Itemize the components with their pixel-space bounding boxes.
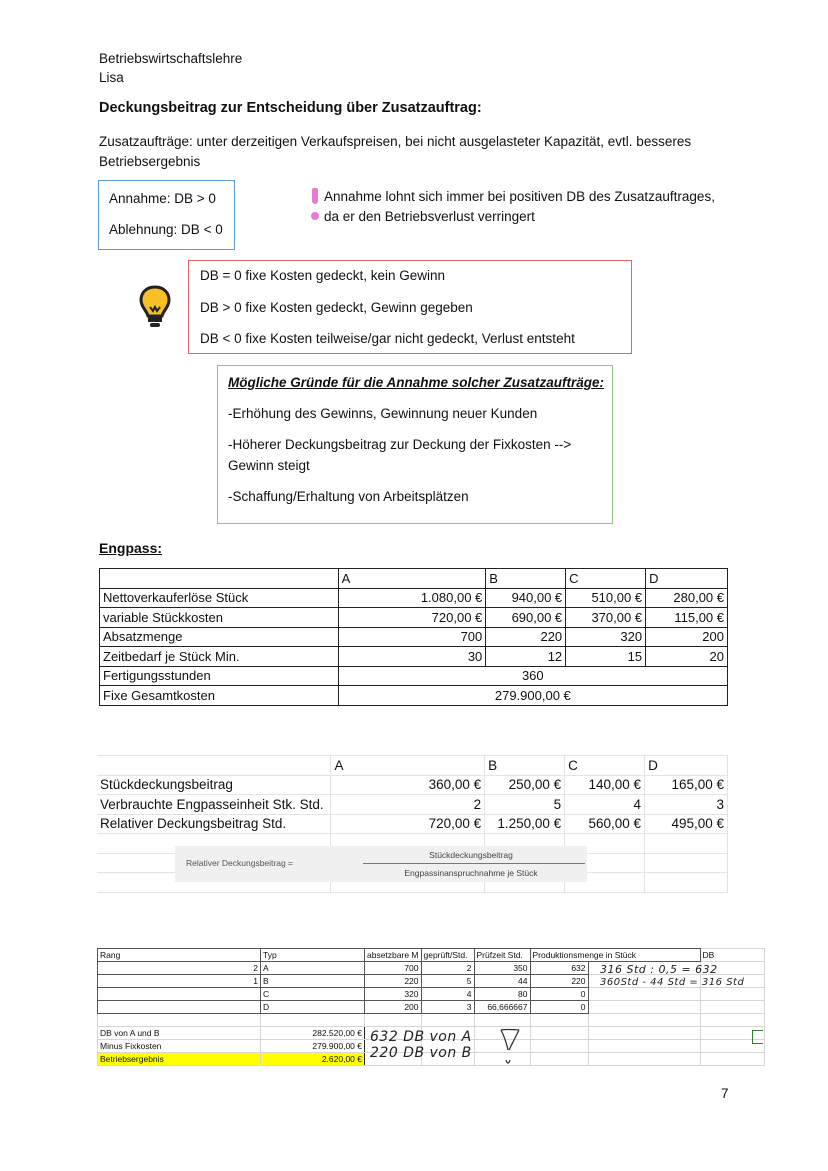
formula-label: Relativer Deckungsbeitrag =	[186, 858, 294, 868]
cell-selection-marker-icon	[752, 1030, 763, 1044]
column-header: absetzbare M	[365, 949, 422, 962]
table-cell: 200	[646, 627, 728, 647]
reject-rule: Ablehnung: DB < 0	[109, 222, 223, 237]
table-row	[100, 588, 728, 608]
table-cell: 3	[645, 795, 728, 815]
header-author: Lisa	[99, 70, 124, 85]
column-header: Typ	[261, 949, 365, 962]
formula-snippet	[175, 846, 587, 882]
intro-line-2: Betriebsergebnis	[99, 154, 201, 169]
table-cell: 700	[365, 962, 422, 975]
table-row	[98, 988, 765, 1001]
summary-value: 282.520,00 €	[261, 1027, 365, 1040]
table-cell: 220	[486, 627, 566, 647]
column-header: DB	[700, 949, 764, 962]
table-cell: 370,00 €	[566, 608, 646, 628]
summary-label: Betriebsergebnis	[98, 1053, 261, 1066]
table-cell: C	[261, 988, 365, 1001]
summary-label: DB von A und B	[98, 1027, 261, 1040]
table-cell: 66,666667	[474, 1001, 530, 1014]
table-cell: 1.080,00 €	[338, 588, 486, 608]
table-cell	[97, 756, 331, 776]
header-subject: Betriebswirtschaftslehre	[99, 51, 243, 66]
table-cell: 1.250,00 €	[485, 814, 565, 834]
table-row	[97, 775, 728, 795]
table-cell: 220	[530, 975, 588, 988]
column-header: C	[565, 756, 645, 776]
reason-2b: Gewinn steigt	[228, 458, 310, 473]
table-cell: 2	[98, 962, 261, 975]
table-row	[97, 756, 728, 776]
handwritten-note-db-a: 632 DB von A	[370, 1029, 472, 1045]
row-label: variable Stückkosten	[100, 608, 339, 628]
table-cell: 0	[530, 1001, 588, 1014]
page-number: 7	[721, 1086, 729, 1101]
db-rule-positive: DB > 0 fixe Kosten gedeckt, Gewinn gegeben	[200, 300, 473, 315]
table-cell	[100, 569, 339, 589]
table-cell: 5	[485, 795, 565, 815]
table-cell: 720,00 €	[331, 814, 485, 834]
table-cell: B	[261, 975, 365, 988]
accept-rule: Annahme: DB > 0	[109, 191, 216, 206]
row-label: Relativer Deckungsbeitrag Std.	[97, 814, 331, 834]
table-row	[100, 647, 728, 667]
table-cell: 510,00 €	[566, 588, 646, 608]
reason-3: -Schaffung/Erhaltung von Arbeitsplätzen	[228, 489, 469, 504]
table-row	[100, 569, 728, 589]
table-cell: 30	[338, 647, 486, 667]
table-cell: 2	[421, 962, 474, 975]
table-cell: 280,00 €	[646, 588, 728, 608]
table-cell: 20	[646, 647, 728, 667]
table-cell: 4	[565, 795, 645, 815]
table-cell: 115,00 €	[646, 608, 728, 628]
table-cell: 320	[365, 988, 422, 1001]
table-cell: 1	[98, 975, 261, 988]
table-row	[98, 1001, 765, 1014]
column-header: B	[485, 756, 565, 776]
formula-denominator: Engpassinanspruchnahme je Stück	[404, 868, 538, 878]
table-cell: 700	[338, 627, 486, 647]
handwritten-note-row1: 316 Std : 0,5 = 632	[600, 963, 718, 976]
table-cell: 495,00 €	[645, 814, 728, 834]
formula-numerator: Stückdeckungsbeitrag	[429, 850, 513, 860]
table-cell: 690,00 €	[486, 608, 566, 628]
pink-dot-icon	[311, 212, 319, 220]
column-header: Rang	[98, 949, 261, 962]
table-cell: 2	[331, 795, 485, 815]
lightbulb-icon	[137, 283, 173, 331]
column-header: Prüfzeit Std.	[474, 949, 530, 962]
table-row	[100, 686, 728, 706]
column-header: D	[646, 569, 728, 589]
table-cell: 632	[530, 962, 588, 975]
row-label: Zeitbedarf je Stück Min.	[100, 647, 339, 667]
handwritten-note-db-b: 220 DB von B	[370, 1045, 472, 1061]
table-cell: 320	[566, 627, 646, 647]
table-cell: 165,00 €	[645, 775, 728, 795]
table-cell: 940,00 €	[486, 588, 566, 608]
table-cell: A	[261, 962, 365, 975]
pink-marker-icon	[312, 188, 318, 204]
engpass-table	[99, 568, 728, 706]
note-line-1: Annahme lohnt sich immer bei positiven DB des Zusatzauftrages,	[324, 189, 715, 204]
table-cell	[588, 1001, 700, 1014]
table-cell: 0	[530, 988, 588, 1001]
handwritten-check-icon	[498, 1026, 522, 1068]
table-cell: 720,00 €	[338, 608, 486, 628]
handwritten-note-row2: 360Std - 44 Std = 316 Std	[600, 977, 745, 988]
summary-value: 2.620,00 €	[261, 1053, 365, 1066]
summary-label: Minus Fixkosten	[98, 1040, 261, 1053]
db-rules-box	[188, 260, 632, 354]
table-cell: 140,00 €	[565, 775, 645, 795]
table-cell: 360,00 €	[331, 775, 485, 795]
table-cell: 44	[474, 975, 530, 988]
intro-line-1: Zusatzaufträge: unter derzeitigen Verkaufspreisen, bei nicht ausgelasteter Kapazität, evtl. besseres	[99, 134, 692, 149]
table-row	[98, 1014, 765, 1027]
table-cell: 250,00 €	[485, 775, 565, 795]
table-row	[97, 795, 728, 815]
table-cell: 12	[486, 647, 566, 667]
db-rule-zero: DB = 0 fixe Kosten gedeckt, kein Gewinn	[200, 268, 446, 283]
formula-fraction-line	[363, 863, 585, 864]
table-cell: 200	[365, 1001, 422, 1014]
row-label: Verbrauchte Engpasseinheit Stk. Std.	[97, 795, 331, 815]
table-row	[100, 608, 728, 628]
table-cell: 3	[421, 1001, 474, 1014]
table-cell: 350	[474, 962, 530, 975]
note-line-2: da er den Betriebsverlust verringert	[324, 209, 535, 224]
column-header: geprüft/Std.	[421, 949, 474, 962]
table-cell	[588, 988, 700, 1001]
table-row	[100, 627, 728, 647]
reason-2a: -Höherer Deckungsbeitrag zur Deckung der Fixkosten -->	[228, 437, 572, 452]
row-label: Absatzmenge	[100, 627, 339, 647]
table-cell: 5	[421, 975, 474, 988]
table-cell: 220	[365, 975, 422, 988]
decision-box	[98, 180, 235, 250]
reasons-heading: Mögliche Gründe für die Annahme solcher Zusatzaufträge:	[228, 375, 605, 390]
reasons-box	[217, 365, 613, 524]
engpass-heading: Engpass:	[99, 540, 163, 556]
table-cell: 4	[421, 988, 474, 1001]
page-title: Deckungsbeitrag zur Entscheidung über Zusatzauftrag:	[99, 100, 482, 116]
column-header: B	[486, 569, 566, 589]
table-cell: 15	[566, 647, 646, 667]
table-row	[98, 949, 765, 962]
table-cell: 560,00 €	[565, 814, 645, 834]
table-row	[100, 666, 728, 686]
db-rule-negative: DB < 0 fixe Kosten teilweise/gar nicht gedeckt, Verlust entsteht	[200, 331, 575, 346]
column-header: C	[566, 569, 646, 589]
column-header: D	[645, 756, 728, 776]
summary-value: 279.900,00 €	[261, 1040, 365, 1053]
table-row	[97, 814, 728, 834]
table-cell	[700, 988, 764, 1001]
row-label: Stückdeckungsbeitrag	[97, 775, 331, 795]
column-header: A	[331, 756, 485, 776]
row-label: Nettoverkauferlöse Stück	[100, 588, 339, 608]
table-cell: 279.900,00 €	[338, 686, 727, 706]
column-header: A	[338, 569, 486, 589]
row-label: Fixe Gesamtkosten	[100, 686, 339, 706]
column-header: Produktionsmenge in Stück	[530, 949, 700, 962]
table-cell	[98, 988, 261, 1001]
reason-1: -Erhöhung des Gewinns, Gewinnung neuer Kunden	[228, 406, 538, 421]
table-cell: 80	[474, 988, 530, 1001]
table-cell: D	[261, 1001, 365, 1014]
table-cell: 360	[338, 666, 727, 686]
table-cell	[700, 1001, 764, 1014]
row-label: Fertigungsstunden	[100, 666, 339, 686]
table-cell	[98, 1001, 261, 1014]
